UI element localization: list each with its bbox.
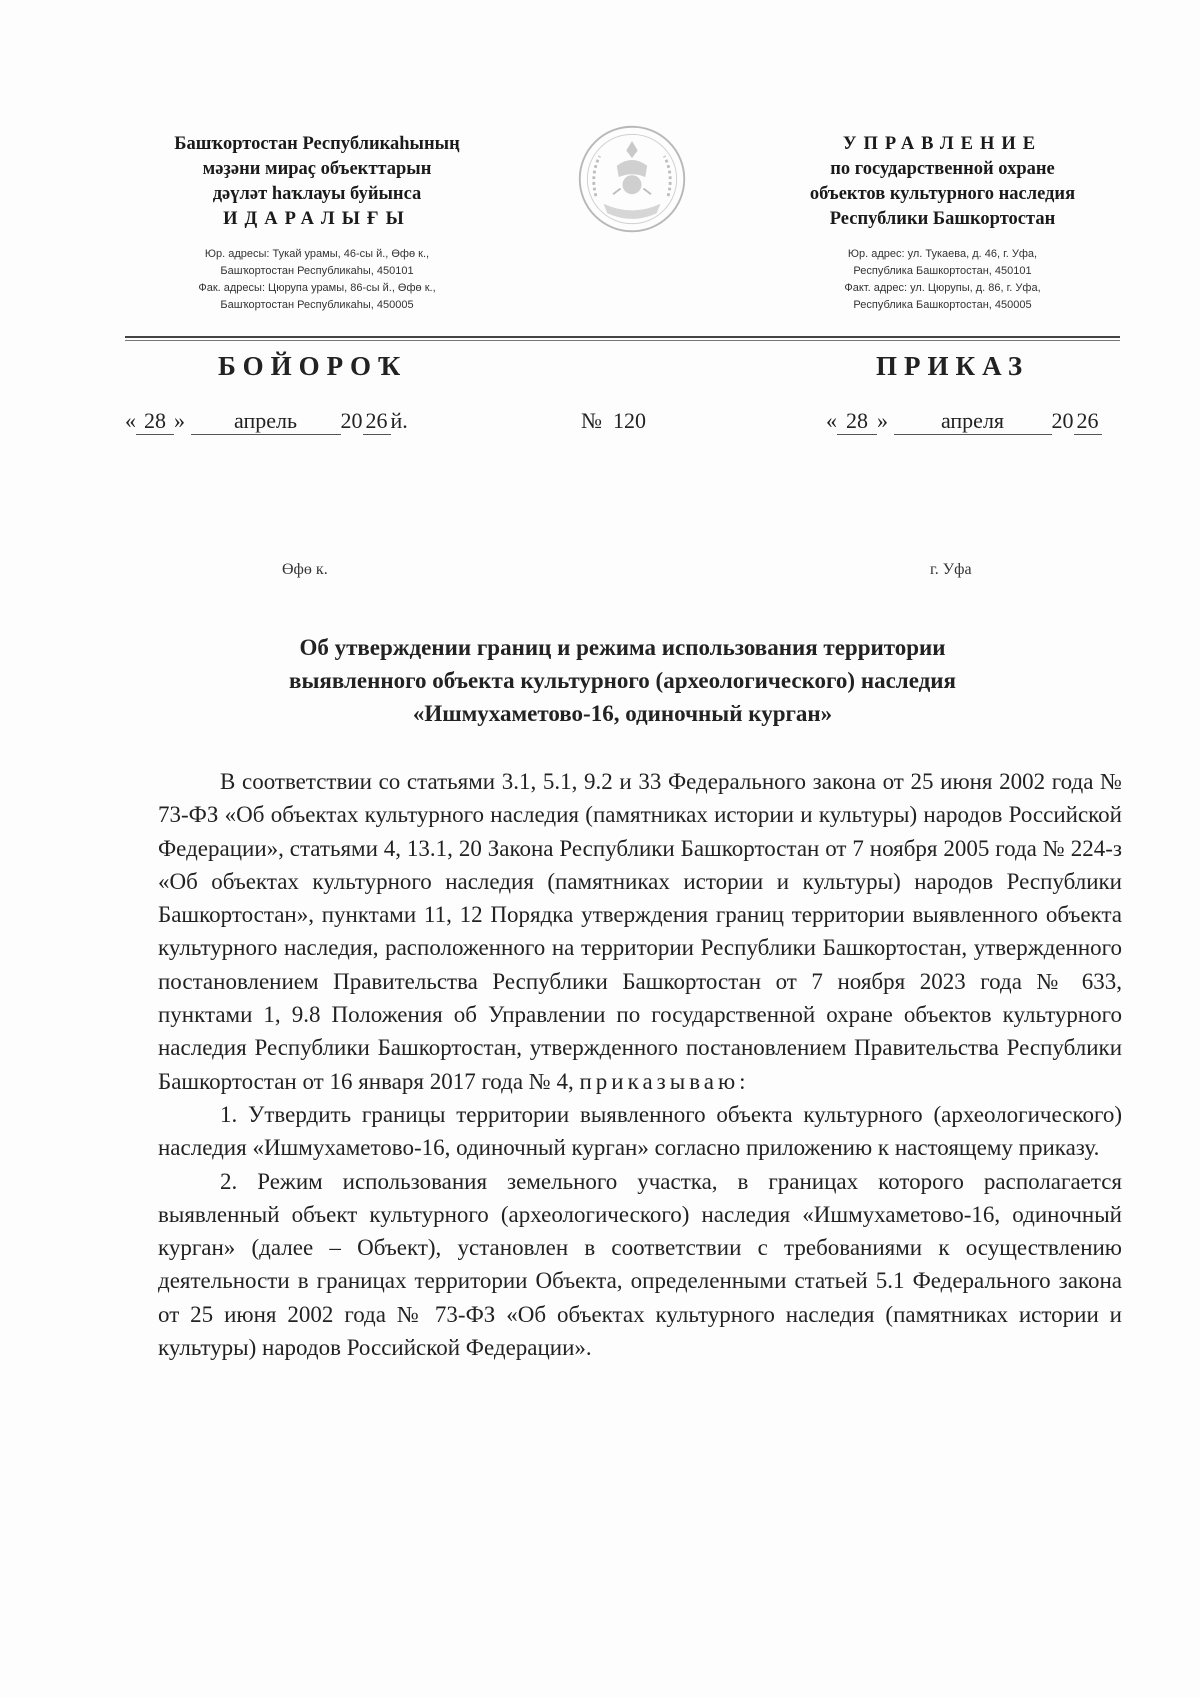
city-russian: г. Уфа [930,561,972,578]
header-left-line1: Башҡортостан Республикаһының [174,134,460,154]
header-right-addr4: Республика Башкортостан, 450005 [853,299,1032,311]
header-right-address [760,246,1125,314]
header-right-line1: УПРАВЛЕНИЕ [842,134,1043,154]
title-line2: выявленного объекта культурного (археологического) наследия [289,668,956,693]
date-right-month: апреля [894,408,1052,435]
date-right-close-quote: » [877,408,888,433]
date-left-open-quote: « [125,408,136,433]
document-body [158,765,1122,1364]
header-divider-thin [125,340,1120,341]
header-right-line2: по государственной охране [830,159,1055,179]
title-line3: «Ишмухаметово-16, одиночный курган» [412,701,833,726]
header-bashkir [112,132,522,314]
preamble-paragraph [158,765,1122,1098]
date-right-open-quote: « [826,408,837,433]
clause-1: 1. Утвердить границы территории выявленного объекта культурного (археологического) наследия «Ишмухаметово-16, одиночный курган» согласно приложению к настоящему приказу. [158,1101,1122,1161]
header-left-line3: дәүләт һаҡлауы буйынса [212,184,422,204]
header-russian [760,132,1125,314]
header-left-addr2: Башҡортостан Республикаһы, 450101 [220,265,414,277]
order-word: приказываю: [579,1068,750,1094]
date-left-day: 28 [136,408,174,435]
header-left-line4: ИДАРАЛЫҒЫ [223,209,411,229]
header-left-line2: мәҙәни мираҫ объекттарын [202,159,432,179]
date-left-month: апрель [191,408,341,435]
header-right-line4: Республики Башкортостан [829,209,1056,229]
header-right-addr1: Юр. адрес: ул. Тукаева, д. 46, г. Уфа, [847,248,1038,260]
date-left [125,408,408,435]
header-right-addr2: Республика Башкортостан, 450101 [853,265,1032,277]
date-left-year-unit: й. [390,408,408,433]
title-line1: Об утверждении границ и режима использования территории [299,635,946,660]
date-left-close-quote: » [174,408,185,433]
date-right-day: 28 [837,408,877,435]
preamble-text: В соответствии со статьями 3.1, 5.1, 9.2 и 33 Федерального закона от 25 июня 2002 года № 73-ФЗ «Об объектах культурного наследия (памятниках истории и культуры) народов Российской Федерации», статьями 4, 13.1, 20 Закона Республики Башкортостан от 7 ноября 2005 года № 224-з «Об объектах культурного наследия (памятниках истории и культуры) народов Республики Башкортостан», пунктами 11, 12 Порядка утверждения границ территории выявленного объекта культурного наследия, расположенного на территории Республики Башкортостан, утвержденного постановлением Правительства Республики Башкортостан от 7 ноября 2023 года № 633, пунктами 1, 9.8 Положения об Управлении по государственной охране объектов культурного наследия Республики Башкортостан, утвержденного постановлением Правительства Республики Башкортостан от 16 января 2017 года № 4, [158,769,1122,1094]
header-left-addr4: Башҡортостан Республикаһы, 450005 [220,299,414,311]
document-title [125,631,1120,730]
number-sign: № [581,408,602,433]
city-bashkir: Өфө к. [282,561,328,578]
header-left-address [112,246,522,314]
header-left-addr3: Фак. адресы: Цюрупа урамы, 86-сы й., Өфө к., [198,282,436,294]
date-right-year-prefix: 20 [1051,408,1074,433]
date-left-year-prefix: 20 [340,408,363,433]
clause-2: 2. Режим использования земельного участка, в границах которого располагается выявленный объект культурного (археологического) наследия «Ишмухаметово-16, одиночный курган» (далее – Объект), установлен в соответствии с требованиями к осуществлению деятельности в границах территории Объекта, определенными статьей 5.1 Федерального закона от 25 июня 2002 года № 73-ФЗ «Об объектах культурного наследия (памятниках истории и культуры) народов Российской Федерации». [158,1168,1122,1361]
date-right [826,408,1102,435]
order-number [581,408,646,434]
header-left-addr1: Юр. адресы: Тукай урамы, 46-сы й., Өфө к., [204,248,430,260]
date-right-year-suffix: 26 [1074,408,1102,435]
republic-emblem-icon [575,122,689,236]
header-divider [125,336,1120,338]
doc-type-bashkir: БОЙОРОҠ [218,351,408,381]
number-value: 120 [613,408,646,433]
header-right-addr3: Факт. адрес: ул. Цюрупы, д. 86, г. Уфа, [844,282,1041,294]
doc-type-russian: ПРИКАЗ [876,351,1030,381]
date-left-year-suffix: 26 [363,408,391,435]
header-right-line3: объектов культурного наследия [809,184,1076,204]
